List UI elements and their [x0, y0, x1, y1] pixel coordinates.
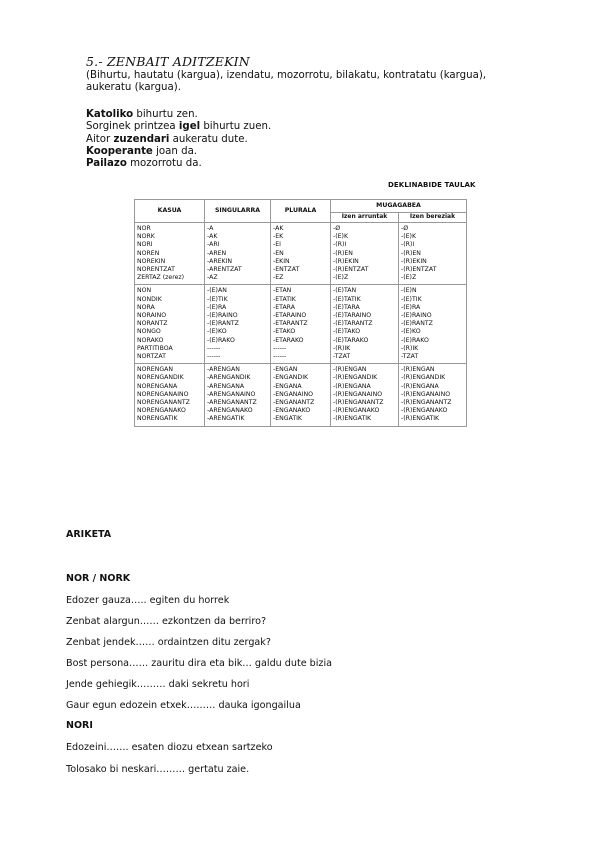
exercise-line: Edozeini……. esaten diozu etxean sartzeko	[66, 742, 273, 753]
exercise-line: Edozer gauza….. egiten du horrek	[66, 595, 230, 606]
suffix: -(R)ENGANA	[333, 382, 371, 390]
suffix: -(R)ENGANAINO	[401, 390, 451, 398]
case-name: NORTZAT	[137, 353, 166, 361]
suffix: -(E)Z	[401, 274, 417, 282]
declension-tables-caption: DEKLINABIDE TAULAK	[388, 181, 476, 189]
suffix-cell	[399, 285, 467, 364]
suffix: -(R)IK	[333, 344, 351, 352]
example-sentence: Sorginek printzea igel bihurtu zuen.	[86, 121, 272, 133]
suffix: -(R)ENTZAT	[333, 266, 369, 274]
case-name: NORI	[137, 241, 153, 249]
suffix: -Ø	[333, 225, 341, 232]
case-name: NORENGANDIK	[137, 374, 184, 382]
suffix: -ENGANAINO	[273, 390, 313, 398]
suffix: -ENGANA	[273, 382, 302, 390]
example-sentence: Pailazo mozorrotu da.	[86, 158, 202, 170]
suffix: ------	[273, 353, 287, 361]
exercise-title: ARIKETA	[66, 529, 112, 540]
suffix: -(E)N	[401, 287, 417, 295]
example-sentence: Aitor zuzendari aukeratu dute.	[86, 133, 248, 145]
case-name: NORENGANA	[137, 382, 178, 390]
suffix: -ARENGANDIK	[207, 374, 251, 382]
suffix: -(E)RA	[401, 303, 421, 311]
case-name: NOREN	[137, 249, 160, 257]
suffix: -(E)TARANTZ	[333, 320, 373, 328]
suffix: -(R)EKIN	[333, 257, 359, 265]
suffix: -(E)TARAINO	[333, 312, 372, 320]
suffix: -ARENGANAINO	[207, 390, 256, 398]
suffix: -(R)ENGANAKO	[401, 407, 448, 415]
suffix-cell	[205, 285, 271, 364]
suffix: -ARENTZAT	[207, 266, 242, 274]
suffix: -ETATIK	[273, 295, 296, 303]
example-sentences	[86, 109, 271, 170]
suffix: -ENGAN	[273, 366, 298, 374]
suffix: -(R)ENGATIK	[333, 415, 372, 423]
suffix: -(R)EN	[401, 249, 421, 257]
suffix: -(R)EN	[333, 249, 353, 257]
case-name: NORA	[137, 303, 155, 311]
suffix: -Ø	[401, 225, 409, 232]
suffix: -ENGANAKO	[273, 407, 311, 415]
suffix: -(R)I	[401, 241, 415, 249]
case-name: NON	[137, 287, 152, 295]
header-plurala: PLURALA	[271, 200, 331, 223]
suffix: -TZAT	[401, 353, 419, 361]
exercise-line: Gaur egun edozein etxek……… dauka igongailua	[66, 700, 301, 711]
subheader-izen-bereziak: Izen bereziak	[399, 213, 467, 223]
case-name: NOR	[137, 225, 151, 232]
suffix: -(E)Z	[333, 274, 349, 282]
suffix: -(E)RAINO	[207, 312, 238, 320]
suffix-cell	[331, 364, 399, 426]
suffix: -(R)IK	[401, 344, 419, 352]
header-kasua: KASUA	[135, 200, 205, 223]
table-row-group	[135, 285, 467, 364]
suffix: -(E)RA	[207, 303, 227, 311]
suffix: -(R)ENGATIK	[401, 415, 440, 423]
exercise-line: Tolosako bi neskari……… gertatu zaie.	[66, 764, 250, 775]
suffix: -AK	[273, 225, 284, 232]
suffix-cell	[331, 223, 399, 285]
suffix: -EZ	[273, 274, 284, 282]
section-heading: 5.- ZENBAIT ADITZEKIN	[86, 54, 250, 69]
case-name: NORANTZ	[137, 320, 168, 328]
case-name-cell	[135, 364, 205, 426]
suffix: -ARENGATIK	[207, 415, 245, 423]
suffix-cell	[271, 223, 331, 285]
suffix-cell	[271, 364, 331, 426]
declension-table-body	[135, 223, 467, 427]
case-name: ZERTAZ (zerez)	[137, 274, 185, 282]
suffix: -ETARAINO	[273, 312, 307, 320]
suffix: -(E)RAINO	[401, 312, 432, 320]
exercise-section-title: NORI	[66, 720, 93, 731]
suffix: -AREKIN	[207, 257, 233, 265]
suffix: -(R)ENGANAINO	[333, 390, 383, 398]
case-name-cell	[135, 223, 205, 285]
suffix: -(R)ENGANDIK	[401, 374, 446, 382]
case-name: NORAINO	[137, 312, 167, 320]
suffix: ------	[207, 353, 221, 361]
suffix: -ARENGAN	[207, 366, 240, 374]
suffix: -A	[207, 225, 214, 232]
suffix: -(E)KO	[401, 328, 421, 336]
header-singularra: SINGULARRA	[205, 200, 271, 223]
suffix: -ETARANTZ	[273, 320, 308, 328]
table-row-group	[135, 364, 467, 426]
suffix: -(E)TIK	[401, 295, 422, 303]
suffix: -ETARA	[273, 303, 295, 311]
suffix: -(E)TAN	[333, 287, 357, 295]
suffix: -(E)TATIK	[333, 295, 361, 303]
suffix: -(E)AN	[207, 287, 227, 295]
suffix: ------	[207, 344, 221, 352]
case-name: NORENGANAINO	[137, 390, 189, 398]
suffix: -(E)TARAKO	[333, 336, 369, 344]
suffix: -EKIN	[273, 257, 290, 265]
suffix: -(R)ENGANAKO	[333, 407, 380, 415]
suffix: -(E)K	[401, 233, 417, 241]
suffix-cell	[205, 223, 271, 285]
example-sentence: Katoliko bihurtu zen.	[86, 109, 198, 120]
suffix: -(E)RAKO	[401, 336, 429, 344]
suffix: -(R)ENTZAT	[401, 266, 437, 274]
suffix: -AREN	[207, 249, 227, 257]
case-name: NOREKIN	[137, 257, 166, 265]
case-name: NORENGANANTZ	[137, 399, 190, 407]
suffix: -AZ	[207, 274, 218, 282]
suffix: -ARENGANAKO	[207, 407, 253, 415]
suffix: -EN	[273, 249, 284, 257]
exercise-section-title: NOR / NORK	[66, 573, 131, 584]
suffix: -EI	[273, 241, 281, 249]
declension-table	[134, 199, 467, 427]
exercise-line: Bost persona…… zauritu dira eta bik… galdu dute bizia	[66, 658, 333, 669]
suffix: -(E)TAKO	[333, 328, 361, 336]
table-row-group	[135, 223, 467, 285]
suffix: -(R)ENGANDIK	[333, 374, 378, 382]
suffix: -(E)TIK	[207, 295, 228, 303]
case-name: PARTITIBOA	[137, 344, 173, 352]
suffix: ------	[273, 344, 287, 352]
suffix: -ENGANANTZ	[273, 399, 315, 407]
suffix: -(E)RANTZ	[207, 320, 239, 328]
suffix: -ARENGANANTZ	[207, 399, 257, 407]
suffix: -(R)ENGANANTZ	[401, 399, 452, 407]
suffix: -ETARAKO	[273, 336, 304, 344]
suffix: -(E)TARA	[333, 303, 360, 311]
header-mugagabea: MUGAGABEA	[331, 200, 467, 213]
suffix: -ENGANDIK	[273, 374, 309, 382]
suffix: -(E)RAKO	[207, 336, 235, 344]
suffix: -ENTZAT	[273, 266, 300, 274]
suffix-cell	[271, 285, 331, 364]
case-name: NONDIK	[137, 295, 162, 303]
exercise-line: Zenbat alargun…… ezkontzen da berriro?	[66, 616, 267, 627]
suffix: -AK	[207, 233, 218, 241]
intro-verbs: (Bihurtu, hautatu (kargua), izendatu, mozorrotu, bilakatu, kontratatu (kargua), aukeratu (kargua).	[86, 70, 487, 93]
suffix: -ARI	[207, 241, 220, 249]
case-name-cell	[135, 285, 205, 364]
suffix: -EK	[273, 233, 284, 241]
case-name: NORENGATIK	[137, 415, 178, 423]
case-name: NORK	[137, 233, 155, 241]
suffix-cell	[399, 364, 467, 426]
suffix: -ETAN	[273, 287, 292, 295]
suffix: -ETAKO	[273, 328, 296, 336]
case-name: NORENGAN	[137, 366, 173, 374]
suffix: -(R)ENGANANTZ	[333, 399, 384, 407]
suffix: -(R)I	[333, 241, 347, 249]
case-name: NORAKO	[137, 336, 164, 344]
suffix: -(E)KO	[207, 328, 227, 336]
suffix: -(E)RANTZ	[401, 320, 433, 328]
suffix: -ARENGANA	[207, 382, 245, 390]
exercise-line: Jende gehiegik……… daki sekretu hori	[66, 679, 250, 690]
suffix-cell	[331, 285, 399, 364]
suffix-cell	[205, 364, 271, 426]
suffix-cell	[399, 223, 467, 285]
suffix: -TZAT	[333, 353, 351, 361]
suffix: -(R)EKIN	[401, 257, 427, 265]
example-sentence: Kooperante joan da.	[86, 145, 198, 157]
suffix: -ENGATIK	[273, 415, 302, 423]
case-name: NORENGANAKO	[137, 407, 186, 415]
case-name: NORENTZAT	[137, 266, 175, 274]
subheader-izen-arruntak: Izen arruntak	[331, 213, 399, 223]
suffix: -(R)ENGAN	[401, 366, 435, 374]
suffix: -(R)ENGANA	[401, 382, 439, 390]
suffix: -(R)ENGAN	[333, 366, 367, 374]
exercise-line: Zenbat jendek…… ordaintzen ditu zergak?	[66, 637, 271, 648]
suffix: -(E)K	[333, 233, 349, 241]
case-name: NONGO	[137, 328, 161, 336]
